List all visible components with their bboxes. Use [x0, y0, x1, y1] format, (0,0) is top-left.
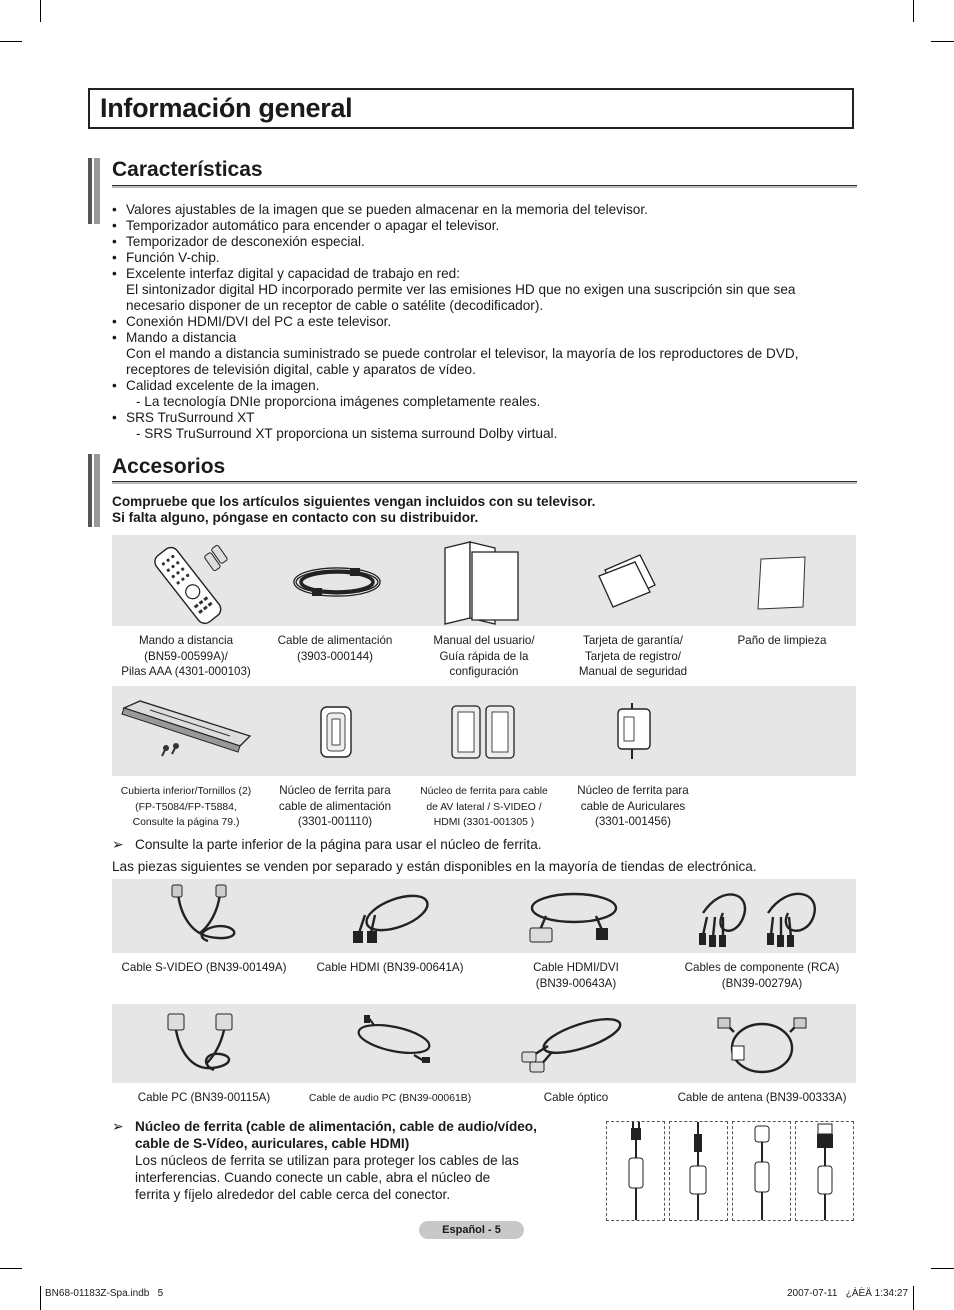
caption-line: Paño de limpieza	[737, 634, 827, 647]
caption-line: Cubierta inferior/Tornillos (2)	[120, 786, 252, 797]
caption-cloth	[707, 633, 857, 649]
feature-item	[112, 378, 832, 410]
crop-mark	[913, 0, 914, 22]
footer-file-name: BN68-01183Z-Spa.indb 5	[45, 1288, 164, 1299]
feature-item	[112, 314, 832, 330]
feature-text: Función V-chip.	[126, 250, 220, 265]
feature-text: Calidad excelente de la imagen.	[126, 378, 320, 393]
ferrite-note: Consulte la parte inferior de la página para usar el núcleo de ferrita.	[135, 837, 542, 852]
feature-detail: El sintonizador digital HD incorporado permite ver las emisiones HD que no exigen una suscripción sin que sea necesario disponer de un receptor de cable o satélite (decodificador).	[126, 282, 796, 313]
ferrite-core-av-icon	[448, 704, 520, 760]
bullet-icon: •	[112, 378, 117, 393]
caption-line: Cable óptico	[543, 1091, 609, 1104]
feature-item	[112, 218, 832, 234]
ferrite-note-body	[135, 1152, 519, 1203]
ferrite-power-plug-illustration	[606, 1121, 665, 1221]
s-video-cable-icon	[160, 883, 245, 947]
caption-ferrite-power	[260, 783, 410, 830]
caption-line: (FP-T5084/FP-T5884,	[135, 801, 237, 813]
ferrite-svideo-plug-illustration	[732, 1121, 791, 1221]
caption-line: HDMI (3301-001305 )	[433, 817, 535, 828]
caption-bottom-cover	[111, 784, 261, 831]
bullet-icon: •	[112, 410, 117, 425]
feature-item	[112, 250, 832, 266]
caption-line: (3301-001110)	[297, 815, 373, 828]
feature-text: SRS TruSurround XT	[126, 410, 255, 425]
caption-line: Cable S-VIDEO (BN39-00149A)	[121, 961, 287, 974]
bullet-icon: •	[112, 266, 117, 281]
caption-line: (BN59-00599A)/	[144, 649, 228, 663]
caption-power-cord	[260, 633, 410, 664]
caption-line: Cable HDMI (BN39-00641A)	[316, 961, 464, 974]
warranty-card-icon	[595, 550, 665, 610]
caption-warranty	[558, 633, 708, 680]
feature-item	[112, 234, 832, 250]
page-title-box	[88, 88, 854, 129]
feature-detail: Con el mando a distancia suministrado se puede controlar el televisor, la mayoría de los reproductores de DVD, receptores de televisión digital, cable y aparatos de vídeo.	[126, 346, 799, 377]
caption-antenna	[669, 1090, 855, 1106]
caption-hdmi-dvi	[483, 960, 669, 991]
ferrite-core-power-icon	[318, 705, 354, 759]
caption-line: Cable HDMI/DVI	[533, 961, 619, 974]
section-title-features: Características	[112, 158, 263, 181]
feature-subpoint: - SRS TruSurround XT proporciona un sistema surround Dolby virtual.	[136, 426, 558, 441]
crop-mark	[0, 1268, 22, 1269]
note-arrow-icon: ➢	[112, 1118, 124, 1134]
caption-component	[669, 960, 855, 991]
caption-line: Pilas AAA (4301-000103)	[121, 665, 251, 678]
antenna-cable-icon	[714, 1016, 810, 1078]
crop-mark	[913, 1286, 914, 1310]
pc-cable-icon	[162, 1012, 242, 1076]
caption-line: Núcleo de ferrita para	[279, 784, 391, 797]
feature-text: Temporizador automático para encender o apagar el televisor.	[126, 218, 500, 233]
feature-text: Valores ajustables de la imagen que se pueden almacenar en la memoria del televisor.	[126, 202, 648, 217]
cleaning-cloth-icon	[755, 555, 810, 613]
features-list	[112, 202, 832, 442]
crop-mark	[931, 1268, 954, 1269]
feature-text: Mando a distancia	[126, 330, 237, 345]
caption-line: (3301-001456)	[594, 815, 672, 828]
ferrite-note-body-line: ferrita y fíjelo alrededor del cable cerca del conector.	[135, 1187, 451, 1202]
section-bar	[88, 454, 100, 527]
caption-line: de AV lateral / S-VIDEO /	[426, 801, 542, 813]
feature-text: Conexión HDMI/DVI del PC a este televisor.	[126, 314, 392, 329]
manual-booklet-icon	[440, 540, 525, 625]
caption-line: Consulte la página 79.)	[132, 817, 240, 828]
caption-line: Manual del usuario/	[433, 634, 535, 647]
caption-line: Tarjeta de registro/	[584, 649, 682, 663]
caption-line: cable de Auriculares	[580, 799, 686, 813]
caption-line: Núcleo de ferrita para cable	[420, 786, 548, 797]
caption-ferrite-headphone	[558, 783, 708, 830]
optical-cable-icon	[518, 1012, 630, 1074]
ferrite-note-body-line: Los núcleos de ferrita se utilizan para proteger los cables de las	[135, 1153, 519, 1168]
caption-ferrite-av	[409, 784, 559, 831]
section-bar	[88, 158, 100, 224]
caption-pc-cable	[111, 1090, 297, 1106]
feature-subpoint: - La tecnología DNIe proporciona imágenes completamente reales.	[136, 394, 541, 409]
page-title: Información general	[100, 93, 353, 123]
crop-mark	[0, 41, 22, 42]
caption-line: Cable de antena (BN39-00333A)	[677, 1091, 847, 1104]
ferrite-audio-plug-illustration	[669, 1121, 728, 1221]
section-rule	[112, 185, 857, 188]
caption-line: Núcleo de ferrita para	[577, 784, 689, 797]
crop-mark	[40, 0, 41, 22]
feature-text: Temporizador de desconexión especial.	[126, 234, 365, 249]
feature-item	[112, 266, 832, 314]
section-rule	[112, 481, 857, 484]
intro-line: Compruebe que los artículos siguientes vengan incluidos con su televisor.	[112, 494, 596, 509]
page-number-badge: Español - 5	[419, 1221, 524, 1239]
caption-line: (BN39-00643A)	[535, 976, 617, 990]
caption-optical	[483, 1090, 669, 1106]
feature-item	[112, 202, 832, 218]
bullet-icon: •	[112, 218, 117, 233]
separate-sale-text: Las piezas siguientes se venden por separado y están disponibles en la mayoría de tiendas de electrónica.	[112, 859, 757, 874]
ferrite-note-title-line: cable de S-Vídeo, auriculares, cable HDMI)	[135, 1136, 410, 1151]
hdmi-dvi-cable-icon	[526, 886, 621, 946]
caption-remote	[111, 633, 261, 680]
caption-line: Mando a distancia	[138, 634, 234, 647]
ferrite-note-title	[135, 1118, 537, 1152]
caption-pc-audio	[297, 1091, 483, 1107]
crop-mark	[40, 1286, 41, 1310]
accessories-intro	[112, 494, 595, 526]
intro-line: Si falta alguno, póngase en contacto con su distribuidor.	[112, 510, 479, 525]
note-arrow-icon: ➢	[112, 836, 124, 852]
caption-s-video	[111, 960, 297, 976]
feature-item	[112, 410, 832, 442]
feature-text: Excelente interfaz digital y capacidad de trabajo en red:	[126, 266, 461, 281]
caption-line: (3903-000144)	[296, 649, 374, 663]
crop-mark	[931, 41, 954, 42]
caption-line: Cable de alimentación	[277, 634, 393, 647]
bullet-icon: •	[112, 202, 117, 217]
caption-line: Guía rápida de la	[439, 649, 529, 663]
section-title-accessories: Accesorios	[112, 455, 226, 478]
bullet-icon: •	[112, 330, 117, 345]
component-cable-icon	[693, 883, 833, 947]
ferrite-hdmi-plug-illustration	[795, 1121, 854, 1221]
bullet-icon: •	[112, 250, 117, 265]
caption-line: Cables de componente (RCA)	[684, 961, 840, 974]
ferrite-note-body-line: interferencias. Cuando conecte un cable, abra el núcleo de	[135, 1170, 491, 1185]
ferrite-note-title-line: Núcleo de ferrita (cable de alimentación, cable de audio/vídeo,	[135, 1119, 537, 1134]
caption-line: (BN39-00279A)	[721, 976, 803, 990]
caption-line: Manual de seguridad	[578, 665, 688, 678]
feature-item	[112, 330, 832, 378]
caption-line: configuración	[449, 665, 519, 678]
ferrite-core-headphone-icon	[614, 703, 654, 759]
remote-control-icon	[145, 540, 245, 625]
caption-hdmi	[297, 960, 483, 976]
caption-manual	[409, 633, 559, 680]
caption-line: Cable PC (BN39-00115A)	[137, 1091, 271, 1104]
bullet-icon: •	[112, 314, 117, 329]
caption-line: Cable de audio PC (BN39-00061B)	[308, 1093, 472, 1104]
caption-line: cable de alimentación	[278, 799, 392, 813]
footer-timestamp: 2007-07-11 ¿ÀÈÄ 1:34:27	[787, 1288, 909, 1299]
caption-line: Tarjeta de garantía/	[583, 634, 683, 647]
power-cord-icon	[290, 560, 385, 605]
bullet-icon: •	[112, 234, 117, 249]
hdmi-cable-icon	[345, 885, 435, 945]
bottom-cover-icon	[120, 696, 255, 758]
pc-audio-cable-icon	[350, 1015, 435, 1067]
